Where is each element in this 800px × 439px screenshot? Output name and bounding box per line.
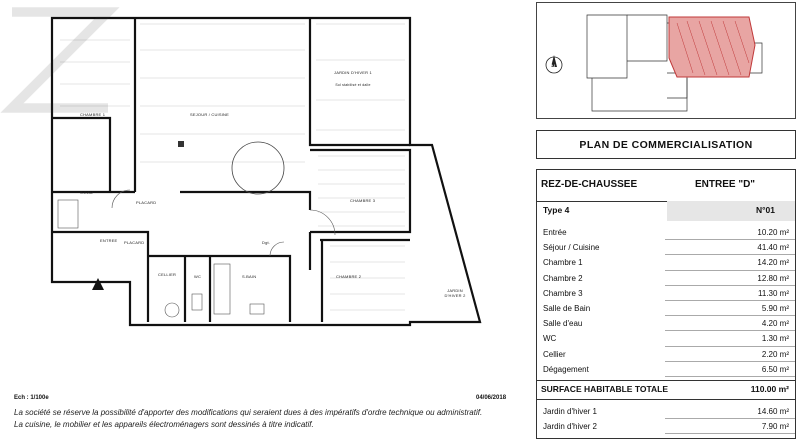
total-area: 110.00 m² [750, 384, 789, 394]
room-name: Salle d'eau [543, 319, 583, 329]
annex-area: 7.90 m² [761, 422, 789, 432]
room-label-entree: ENTREE [100, 238, 118, 243]
type-row-shade [667, 201, 795, 221]
room-name: WC [543, 334, 557, 344]
table-row [537, 240, 795, 255]
site-location-plan [536, 2, 796, 119]
type-row [537, 201, 795, 221]
panel-title: PLAN DE COMMERCIALISATION [536, 130, 796, 159]
room-label-cellier: CELLIER [158, 272, 177, 277]
room-area: 41.40 m² [757, 243, 789, 253]
disclaimer-line-2: La cuisine, le mobilier et les appareils électroménagers sont dessinés à titre indicatif. [14, 420, 314, 429]
room-label-jardin2: JARDIN D'HIVER 2 [444, 288, 466, 298]
disclaimer [14, 407, 524, 431]
area-table [536, 169, 796, 439]
table-row [537, 419, 795, 434]
site-plan-drawing [537, 3, 795, 118]
room-label-chambre1: CHAMBRE 1 [80, 112, 106, 117]
north-arrow-icon [546, 55, 562, 73]
apartment-type: Type 4 [543, 205, 570, 215]
room-area: 1.30 m² [761, 334, 789, 344]
table-row [537, 316, 795, 331]
room-area: 10.20 m² [757, 228, 789, 237]
room-name: Chambre 1 [543, 258, 583, 268]
table-row [537, 404, 795, 419]
room-name: Dégagement [543, 364, 589, 374]
table-row [537, 271, 795, 286]
room-label-jardin1-sub: Sol stabilisé et dalle [335, 83, 371, 87]
room-area: 5.90 m² [761, 303, 789, 313]
room-area: 12.80 m² [757, 273, 789, 283]
room-name: Chambre 2 [543, 273, 583, 283]
room-label-wc: WC [194, 274, 202, 279]
entrance-label: ENTREE "D" [695, 179, 756, 190]
apartment-number: N°01 [756, 205, 775, 215]
table-row [537, 255, 795, 270]
table-row [537, 347, 795, 362]
room-name: Salle de Bain [543, 303, 591, 313]
scale-label: Ech : 1/100e [14, 395, 49, 401]
room-label-chambre2: CHAMBRE 2 [336, 274, 362, 279]
room-area: 4.20 m² [761, 319, 789, 329]
room-name: Entrée [543, 228, 567, 237]
table-row [537, 362, 795, 377]
disclaimer-line-1: La société se réserve la possibilité d'apporter des modifications qui seraient dues à des impératifs d'ordre technique ou administratif. [14, 408, 483, 417]
room-area: 2.20 m² [761, 349, 789, 359]
table-row [537, 286, 795, 301]
room-label-placard1: PLACARD [136, 200, 157, 205]
room-name: Chambre 3 [543, 288, 583, 298]
room-label-sejour: SEJOUR / CUISINE [190, 112, 229, 117]
room-area: 6.50 m² [761, 364, 789, 374]
room-label-sbain: S.BAIN [242, 274, 257, 279]
svg-text:N: N [551, 65, 556, 71]
room-label-dgt: Dgt. [262, 240, 271, 245]
table-row [537, 225, 795, 240]
room-name: Cellier [543, 349, 566, 359]
annex-area: 14.60 m² [757, 407, 789, 416]
room-label-chambre3: CHAMBRE 3 [350, 198, 376, 203]
room-label-seau: S.EAU [80, 190, 94, 195]
room-label-jardin1: JARDIN D'HIVER 1 [334, 70, 372, 75]
room-name: Séjour / Cuisine [543, 243, 600, 253]
plan-date: 04/06/2018 [476, 395, 507, 401]
level-label: REZ-DE-CHAUSSEE [541, 179, 638, 190]
room-area: 11.30 m² [758, 288, 789, 298]
watermark-logo [0, 0, 120, 120]
table-header [537, 170, 795, 202]
room-area-list [537, 225, 795, 377]
annex-area-list [537, 404, 795, 434]
table-row [537, 331, 795, 346]
annex-name: Jardin d'hiver 2 [543, 422, 597, 432]
room-area: 14.20 m² [757, 258, 789, 268]
table-row [537, 301, 795, 316]
entrance-arrow-icon [92, 278, 104, 290]
annex-name: Jardin d'hiver 1 [543, 407, 597, 416]
total-label: SURFACE HABITABLE TOTALE [541, 384, 669, 394]
room-label-placard2: PLACARD [124, 240, 145, 245]
total-row [537, 380, 795, 400]
